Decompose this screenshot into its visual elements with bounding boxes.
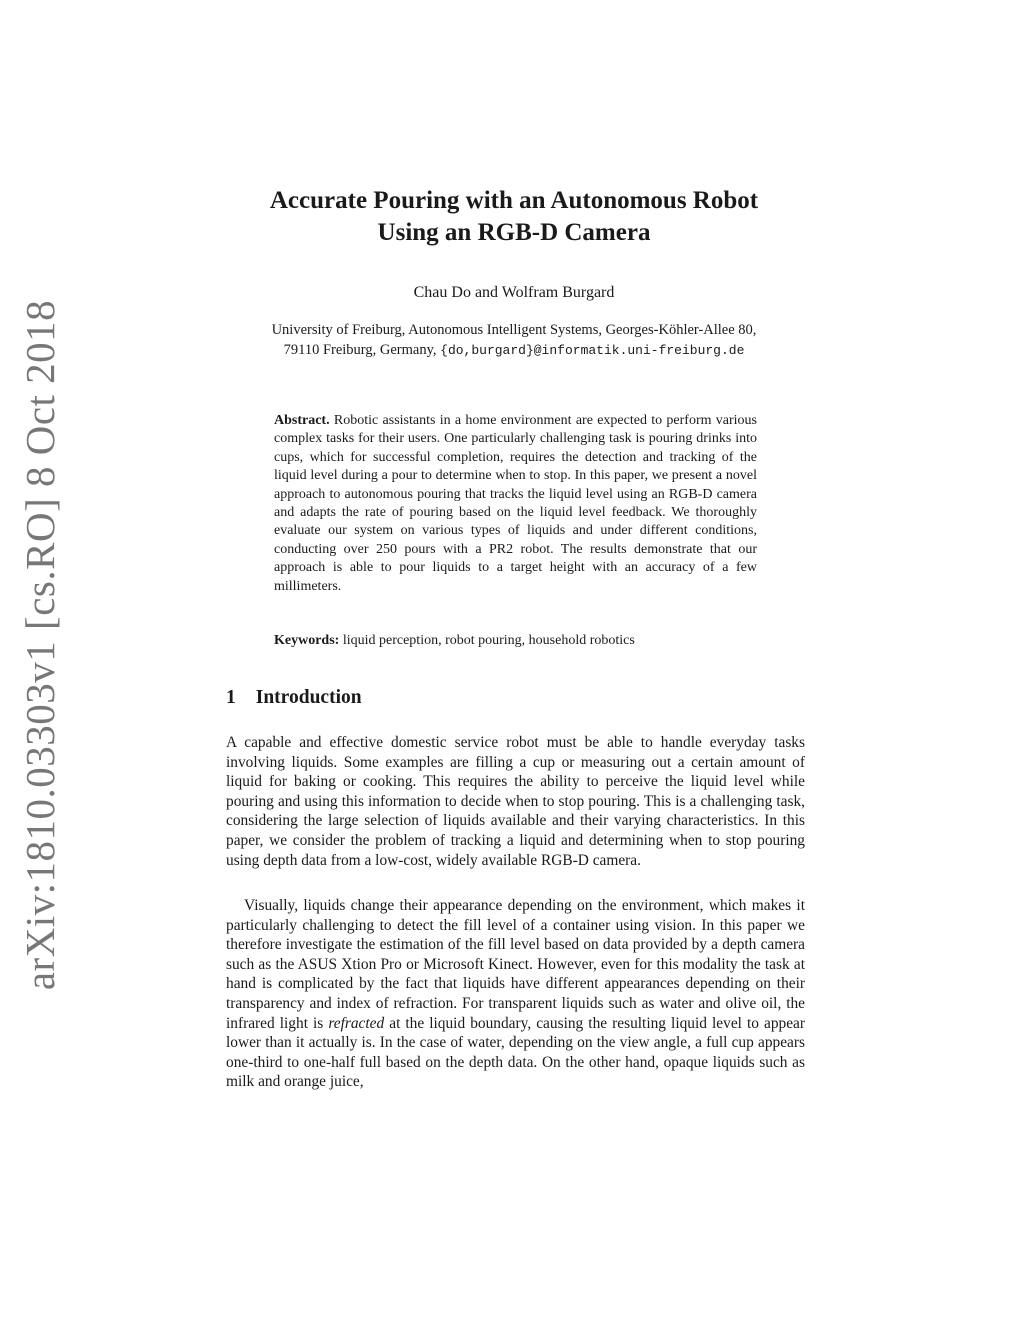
intro-paragraph-2 bbox=[226, 896, 805, 1092]
paper-title-line-2: Using an RGB-D Camera bbox=[377, 219, 651, 246]
section-title: Introduction bbox=[255, 687, 362, 708]
emphasized-word: refracted bbox=[328, 1014, 385, 1032]
author-list: Chau Do and Wolfram Burgard bbox=[413, 284, 615, 301]
abstract-label: Abstract. bbox=[274, 413, 330, 428]
intro-paragraph-2-end: at the liquid boundary, causing the resulting liquid level to appear lower than it actually is. In the case of water, depending on the view angle, a full cup appears one-third to one-half full based on the depth data. On the other hand, opaque liquids such as milk and orange juice, bbox=[226, 1014, 806, 1091]
keywords-text: liquid perception, robot pouring, household robotics bbox=[342, 633, 635, 648]
affiliation-line-2 bbox=[200, 340, 828, 361]
keywords bbox=[274, 632, 757, 650]
affiliation bbox=[200, 320, 828, 361]
intro-paragraph-1: A capable and effective domestic service robot must be able to handle everyday tasks involving liquids. Some examples are filling a cup or measuring out a certain amount of liquid for baking or cooking. This requires the ability to perceive the liquid level while pouring and using this information to decide when to stop pouring. This is a challenging task, considering the large selection of liquids available and their varying characteristics. In this paper, we consider the problem of tracking a liquid and determining when to stop pouring using depth data from a low-cost, widely available RGB-D camera. bbox=[226, 734, 805, 869]
section-number: 1 bbox=[226, 687, 236, 708]
arxiv-identifier-stamp: arXiv:1810.03303v1 [cs.RO] 8 Oct 2018 bbox=[17, 299, 63, 991]
section-heading-introduction bbox=[226, 687, 362, 709]
intro-paragraph-2-start: Visually, liquids change their appearance depending on the environment, which makes it particularly challenging to detect the fill level of a container using vision. In this paper we therefore investigate the estimation of the fill level based on data provided by a depth camera such as the ASUS Xtion Pro or Microsoft Kinect. However, even for this modality the task at hand is complicated by the fact that liquids have different appearances depending on their transparency and index of refraction. For transparent liquids such as water and olive oil, the infrared light is bbox=[226, 897, 805, 1032]
paper-title-line-1: Accurate Pouring with an Autonomous Robot bbox=[269, 187, 759, 214]
keywords-label: Keywords: bbox=[274, 633, 340, 648]
abstract bbox=[274, 412, 757, 596]
paper-title bbox=[200, 185, 828, 249]
abstract-text: Robotic assistants in a home environment are expected to perform various complex tasks for their users. One particularly challenging task is pouring drinks into cups, which for successful completion, requires the detection and tracking of the liquid level during a pour to determine when to stop. In this paper, we present a novel approach to autonomous pouring that tracks the liquid level using an RGB-D camera and adapts the rate of pouring based on the liquid level feedback. We thoroughly evaluate our system on various types of liquids and under different conditions, conducting over 250 pours with a PR2 robot. The results demonstrate that our approach is able to pour liquids to a target height with an accuracy of a few millimeters. bbox=[274, 413, 758, 594]
author-email: {do,burgard}@informatik.uni-freiburg.de bbox=[440, 343, 745, 358]
affiliation-line-1: University of Freiburg, Autonomous Intelligent Systems, Georges-Köhler-Allee 80, bbox=[271, 322, 757, 338]
affiliation-address: 79110 Freiburg, Germany, bbox=[283, 342, 441, 358]
